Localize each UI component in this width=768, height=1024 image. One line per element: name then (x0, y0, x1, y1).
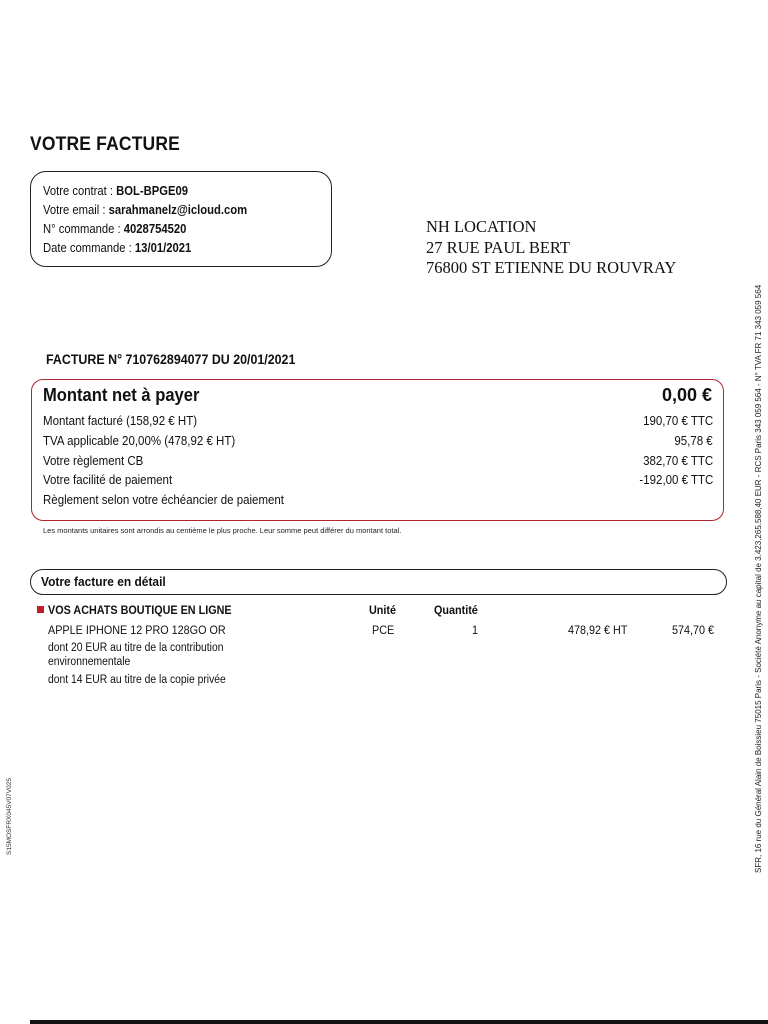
item-quantite: 1 (472, 623, 479, 637)
contract-value: BOL-BPGE09 (116, 184, 189, 198)
detail-section-header (30, 569, 727, 595)
order-date-row (43, 239, 291, 258)
item-name: APPLE IPHONE 12 PRO 128GO OR (48, 623, 226, 637)
summary-value: 190,70 € TTC (642, 414, 713, 428)
summary-value: 382,70 € TTC (642, 454, 713, 468)
rounding-footnote: Les montants unitaires sont arrondis au centième le plus proche. Leur somme peut différer du montant total. (43, 526, 402, 535)
item-price-ttc: 574,70 € (672, 623, 715, 637)
order-date-value: 13/01/2021 (134, 241, 192, 255)
address-line: 27 RUE PAUL BERT (426, 237, 571, 257)
item-note: environnementale (48, 656, 131, 668)
item-price-ht: 478,92 € HT (568, 623, 628, 637)
column-header-quantite: Quantité (434, 603, 478, 617)
invoice-number: FACTURE N° 710762894077 DU 20/01/2021 (46, 352, 296, 367)
summary-value: 95,78 € (674, 434, 713, 448)
column-header-unite: Unité (369, 603, 396, 617)
item-unite: PCE (372, 623, 395, 637)
email-row (43, 201, 291, 220)
bottom-divider (30, 1020, 768, 1024)
address-line: NH LOCATION (426, 217, 537, 236)
summary-label: Votre règlement CB (43, 454, 144, 468)
summary-value: -192,00 € TTC (639, 473, 713, 487)
recipient-address (426, 217, 676, 279)
order-number-value: 4028754520 (123, 222, 187, 236)
invoice-title: VOTRE FACTURE (30, 134, 181, 155)
section-bullet-icon (37, 606, 44, 613)
email-label: Votre email : (43, 203, 109, 217)
summary-label: Montant facturé (158,92 € HT) (43, 414, 198, 428)
net-amount-value: 0,00 € (661, 385, 712, 405)
order-number-row (43, 220, 291, 239)
net-amount-label: Montant net à payer (43, 385, 200, 405)
order-number-label: N° commande : (43, 222, 124, 236)
summary-label: TVA applicable 20,00% (478,92 € HT) (43, 434, 236, 448)
order-date-label: Date commande : (43, 241, 135, 255)
summary-label: Règlement selon votre échéancier de paiement (43, 493, 285, 507)
contract-row (43, 182, 291, 201)
address-line: 76800 ST ETIENNE DU ROUVRAY (426, 258, 677, 277)
contract-info-box (30, 171, 332, 267)
section-title: VOS ACHATS BOUTIQUE EN LIGNE (48, 603, 232, 617)
item-note: dont 20 EUR au titre de la contribution (48, 642, 224, 654)
detail-header-label: Votre facture en détail (41, 574, 166, 589)
item-note: dont 14 EUR au titre de la copie privée (48, 674, 226, 686)
document-code: S15MOSFRX045V07V025 (6, 778, 13, 855)
email-value: sarahmanelz@icloud.com (108, 203, 248, 217)
contract-label: Votre contrat : (43, 184, 117, 198)
summary-label: Votre facilité de paiement (43, 473, 173, 487)
company-legal-text: SFR, 16 rue du Général Alain de Boissieu 75015 Paris - Société Anonyme au capital de 3.423.265.588,40 EUR - RCS Paris 343 059 564 - N° TVA FR 71 343 059 564 (754, 284, 763, 873)
